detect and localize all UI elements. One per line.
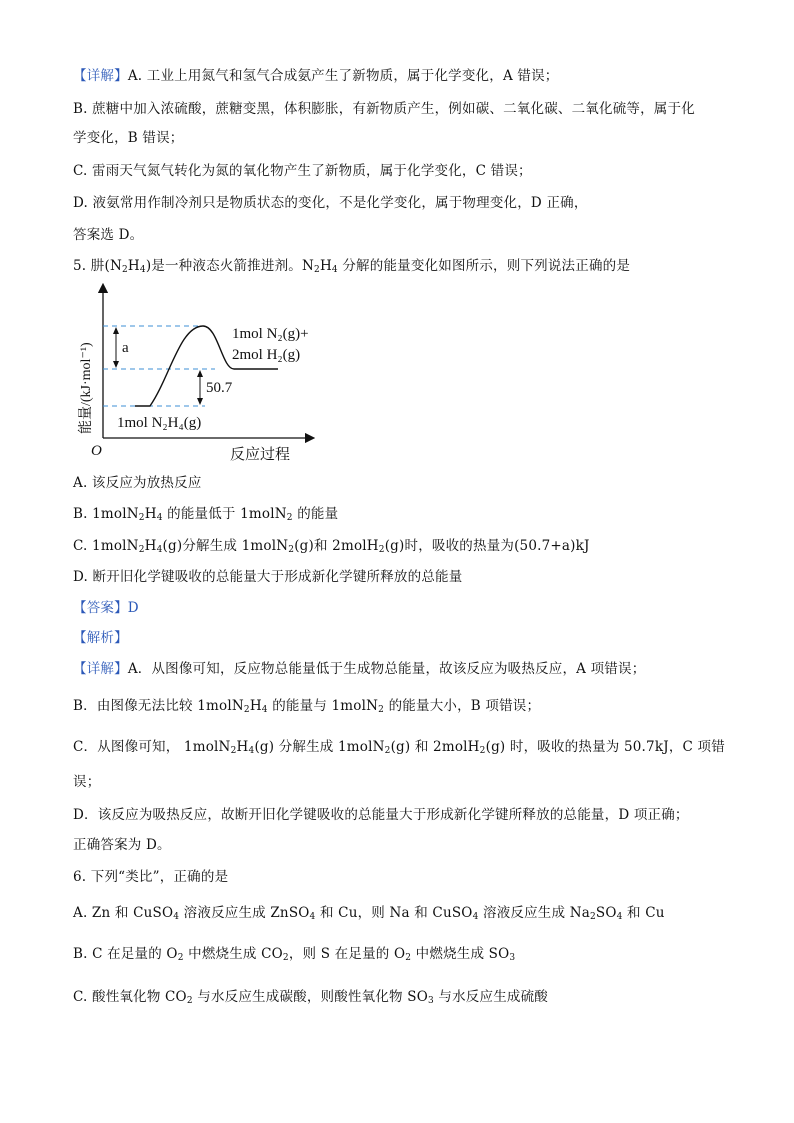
energy-diagram (60, 282, 320, 467)
q5-detail-3: C．从图像可知， $1molN_2H_4(g)$ 分解生成 1molN$_2$(g) 和 2molH$_2$(g) 时，吸收的热量为 50.7kJ，C 项错 (73, 739, 725, 756)
explain-line-3: 学变化，B 错误； (73, 130, 184, 146)
explain-line-5: D. 液氨常用作制冷剂只是物质状态的变化，不是化学变化，属于物理变化，D 正确， (73, 195, 588, 211)
q6-option-b: B. C 在足量的 $O_2$ 中燃烧生成 $CO_2$，则 S 在足量的 $O_2$ 中燃烧生成 $SO_3$ (73, 946, 516, 963)
y-axis-label: 能量/(kJ·mol⁻¹) (79, 342, 94, 434)
product-label-1: 1mol N₂(g)+ (232, 326, 309, 342)
gap-b-label: 50.7 (206, 380, 233, 396)
q6-option-c: C. 酸性氧化物 $CO_2$ 与水反应生成碳酸，则酸性氧化物 $SO_3$ 与水反应生成硫酸 (73, 989, 548, 1006)
q5-detail-5: D．该反应为吸热反应，故断开旧化学键吸收的总能量大于形成新化学键所释放的总能量，D 项正确； (73, 807, 689, 823)
q5-option-a: A. 该反应为放热反应 (73, 475, 202, 491)
gap-a-label: a (122, 340, 129, 356)
q5-option-d: D. 断开旧化学键吸收的总能量大于形成新化学键所释放的总能量 (73, 569, 463, 585)
explain-line-4: C. 雷雨天气氮气转化为氮的氧化物产生了新物质，属于化学变化，C 错误； (73, 163, 532, 179)
answer-tag: 【答案】D (73, 600, 139, 616)
q5-option-b: B. $1molN_2H_4$ 的能量低于 1molN$_2$ 的能量 (73, 506, 339, 523)
q5-detail-6: 正确答案为 D。 (73, 837, 171, 853)
q5-option-c: C. $1molN_2H_4(g)$分解生成 1molN$_2$(g)和 2molH$_2$(g)时，吸收的热量为(50.7+a)kJ (73, 538, 590, 555)
q5-detail-2: B．由图像无法比较 $1molN_2H_4$ 的能量与 1molN$_2$ 的能量大小，B 项错误； (73, 698, 541, 715)
analysis-tag: 【解析】 (73, 630, 128, 646)
q6-stem: 6. 下列“类比”，正确的是 (73, 869, 229, 885)
product-label-2: 2mol H₂(g) (232, 347, 301, 363)
q6-option-a: A. Zn 和 CuSO$_4$ 溶液反应生成 ZnSO$_4$ 和 Cu，则 Na 和 CuSO$_4$ 溶液反应生成 $Na_2SO_4$ 和 Cu (73, 905, 665, 922)
x-axis-label: 反应过程 (230, 447, 291, 463)
q5-stem: 5. 肼$(N_2H_4)$是一种液态火箭推进剂。$N_2H_4$ 分解的能量变化如图所示，则下列说法正确的是 (73, 258, 631, 275)
q5-detail-1: 【详解】A．从图像可知，反应物总能量低于生成物总能量，故该反应为吸热反应，A 项错误； (73, 661, 646, 677)
explain-line-2: B. 蔗糖中加入浓硫酸，蔗糖变黑，体积膨胀，有新物质产生，例如碳、二氧化碳、二氧化硫等，属于化 (73, 101, 695, 117)
reactant-label: 1mol N₂H₄(g) (117, 415, 202, 431)
q5-detail-4: 误； (73, 774, 101, 790)
detail-tag: 【详解】 (73, 68, 128, 84)
explain-line-6: 答案选 D。 (73, 227, 144, 243)
explain-line-1: 【详解】A. 工业上用氮气和氢气合成氨产生了新物质，属于化学变化，A 错误； (73, 68, 559, 84)
origin-label: O (91, 443, 102, 459)
